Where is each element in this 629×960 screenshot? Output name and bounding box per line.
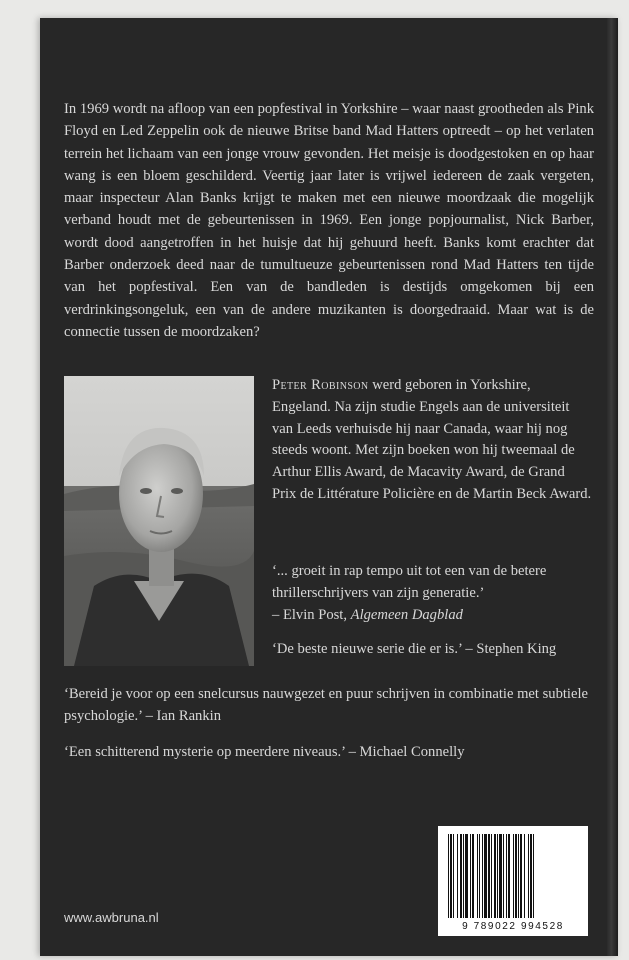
attribution-name: – Elvin Post, (272, 607, 351, 623)
barcode-bar (499, 834, 502, 918)
barcode-bar (463, 834, 464, 918)
attribution-source: Algemeen Dagblad (350, 607, 463, 623)
barcode-bar (457, 834, 458, 918)
quote-text: ‘De beste nieuwe serie die er is.’ (272, 641, 462, 657)
quote-attribution: – Ian Rankin (141, 708, 221, 724)
quote-attribution (272, 604, 592, 626)
isbn-barcode (438, 826, 588, 936)
isbn-number: 9 789022 994528 (462, 921, 564, 932)
barcode-bar (508, 834, 510, 918)
barcode-bar (479, 834, 480, 918)
publisher-website: www.awbruna.nl (64, 910, 159, 925)
synopsis-text: In 1969 wordt na afloop van een popfestival in Yorkshire – waar naast grootheden als Pink Floyd en Led Zeppelin ook de nieuwe Britse band Mad Hatters optreedt – op het verlaten terrein het lichaam van een jonge vrouw gevonden. Het meisje is doodgestoken en op haar wang is een bloem geschilderd. Veertig jaar later is vrijwel iedereen de zaak vergeten, maar inspecteur Alan Banks krijgt te maken met een nieuwe moordzaak die mogelijk verband houdt met de gebeurtenissen in 1969. Een jonge popjournalist, Nick Barber, wordt dood aangetroffen in het huisje dat hij gehuurd heeft. Banks komt erachter dat Barber onderzoek deed naar de tumultueuze gebeurtenissen rond Mad Hatters ten tijde van het popfestival. Een van de bandleden is destijds omgekomen bij een verdrinkingsongeluk, een van de andere muzikanten is doorgedraaid. Maar wat is de connectie tussen de moordzaken? (64, 101, 594, 340)
barcode-bar (472, 834, 474, 918)
barcode-bar (518, 834, 519, 918)
review-quote-post (272, 560, 592, 626)
barcode-bar (506, 834, 507, 918)
quote-text: ‘Bereid je voor op een snelcursus nauwgezet en puur schrijven in combinatie met subtiele psychologie.’ (64, 686, 588, 724)
barcode-bar (533, 834, 534, 918)
author-portrait-image (64, 376, 254, 666)
quote-text: ‘Een schitterend mysterie op meerdere niveaus.’ (64, 744, 345, 760)
quote-attribution: – Stephen King (461, 641, 557, 657)
quote-attribution: – Michael Connelly (344, 744, 465, 760)
barcode-bar (453, 834, 454, 918)
cover-spine-edge (607, 18, 618, 956)
author-bio (272, 375, 592, 506)
barcode-bar (520, 834, 522, 918)
quote-text: ‘... groeit in rap tempo uit tot een van de betere thrillerschrijvers van zijn generatie.’ (272, 563, 547, 601)
review-quote-connelly (64, 741, 604, 763)
barcode-bar (497, 834, 498, 918)
author-name: Peter Robinson (272, 377, 369, 393)
barcode-bar (515, 834, 517, 918)
barcode-bar (530, 834, 532, 918)
barcode-bar (448, 834, 449, 918)
barcode-bar (524, 834, 525, 918)
barcode-bars (446, 834, 580, 918)
barcode-bar (465, 834, 468, 918)
author-photo (64, 376, 254, 666)
barcode-bar (488, 834, 490, 918)
barcode-bar (470, 834, 471, 918)
review-quote-rankin (64, 683, 604, 727)
barcode-bar (460, 834, 462, 918)
barcode-bar (450, 834, 452, 918)
barcode-bar (513, 834, 514, 918)
barcode-bar (482, 834, 483, 918)
barcode-bar (528, 834, 529, 918)
barcode-bar (477, 834, 478, 918)
barcode-bar (484, 834, 487, 918)
barcode-bar (503, 834, 504, 918)
book-back-cover (40, 18, 618, 956)
author-bio-text: werd geboren in Yorkshire, Engeland. Na zijn studie Engels aan de universiteit van Leeds verhuisde hij naar Canada, waar hij nog steeds woont. Met zijn boeken won hij tweemaal de Arthur Ellis Award, de Macavity Award, de Grand Prix de Littérature Policière en de Martin Beck Award. (272, 377, 592, 502)
review-quote-king (272, 638, 602, 660)
barcode-bar (494, 834, 496, 918)
barcode-bar (491, 834, 492, 918)
